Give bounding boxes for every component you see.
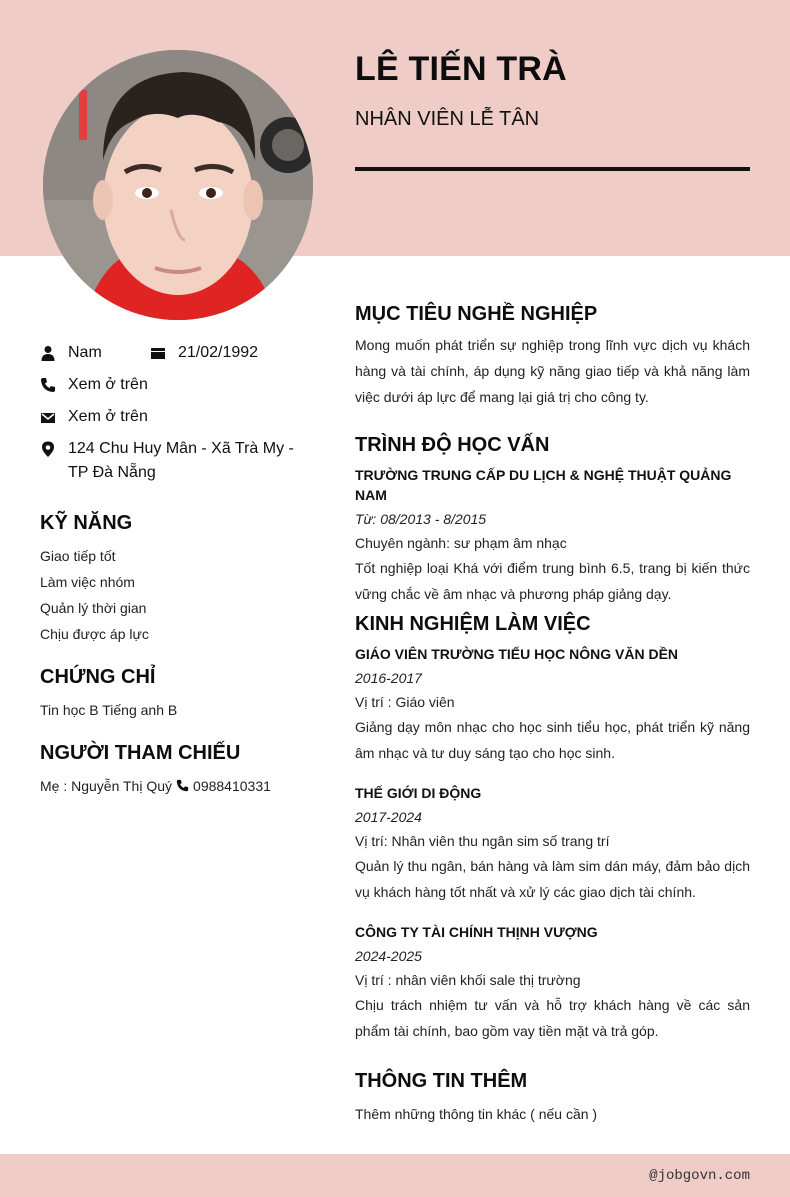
contact-phone — [40, 373, 148, 397]
education-period: Từ: 08/2013 - 8/2015 — [355, 511, 487, 527]
references-heading: NGƯỜI THAM CHIẾU — [40, 742, 241, 764]
job-period: 2016-2017 — [355, 670, 422, 686]
contact-address — [40, 437, 318, 485]
job-description: Quản lý thu ngân, bán hàng và làm sim dán máy, đảm bảo dịch vụ khách hàng tốt nhất và xử lý các giao dịch tài chính. — [355, 858, 750, 900]
location-pin-icon — [40, 441, 56, 457]
additional-text: Thêm những thông tin khác ( nếu cần ) — [355, 1106, 598, 1122]
objective-section — [355, 302, 750, 410]
objective-text: Mong muốn phát triển sự nghiệp trong lĩnh vực dịch vụ khách hàng và tài chính, áp dụng kỹ năng giao tiếp và khả năng làm việc dưới áp lực để mang lại giá trị cho công ty. — [355, 337, 750, 405]
candidate-name: LÊ TIẾN TRÀ — [355, 50, 567, 88]
calendar-icon — [150, 345, 166, 361]
certificates-heading: CHỨNG CHỈ — [40, 666, 156, 688]
skill-item: Giao tiếp tốt — [40, 548, 116, 564]
certificates-text: Tin học B Tiếng anh B — [40, 702, 178, 718]
phone-value: Xem ở trên — [68, 376, 148, 393]
contact-birthday — [150, 341, 258, 365]
job-description: Chịu trách nhiệm tư vấn và hỗ trợ khách hàng về các sản phẩm tài chính, bao gồm vay tiền mặt và trả góp. — [355, 997, 750, 1039]
skill-item: Quản lý thời gian — [40, 600, 147, 616]
candidate-position: NHÂN VIÊN LỄ TÂN — [355, 108, 540, 130]
experience-section — [355, 612, 750, 1044]
additional-section — [355, 1069, 750, 1126]
contact-gender — [40, 341, 102, 365]
skills-heading: KỸ NĂNG — [40, 512, 133, 534]
person-icon — [40, 345, 56, 361]
gender-value: Nam — [68, 344, 102, 361]
objective-heading: MỤC TIÊU NGHỀ NGHIỆP — [355, 303, 598, 325]
skill-item: Chịu được áp lực — [40, 626, 149, 642]
job-entry — [355, 644, 750, 766]
birthday-value: 21/02/1992 — [178, 344, 259, 361]
job-role: Vị trí : Giáo viên — [355, 694, 455, 710]
phone-icon — [176, 779, 190, 793]
portrait-illustration — [43, 50, 313, 320]
contact-email — [40, 405, 148, 429]
reference-entry — [40, 778, 271, 794]
profile-photo — [43, 50, 313, 320]
reference-person: Mẹ : Nguyễn Thị Quý — [40, 778, 173, 794]
job-role: Vị trí: Nhân viên thu ngân sim số trang trí — [355, 833, 610, 849]
skill-item: Làm việc nhóm — [40, 574, 135, 590]
job-company: THẾ GIỚI DI ĐỘNG — [355, 785, 482, 801]
job-company: GIÁO VIÊN TRƯỜNG TIỂU HỌC NÔNG VĂN DỀN — [355, 646, 679, 662]
education-description: Tốt nghiệp loại Khá với điểm trung bình 6.5, trang bị kiến thức vững chắc về âm nhạc và phương pháp giảng dạy. — [355, 560, 750, 602]
job-company: CÔNG TY TÀI CHÍNH THỊNH VƯỢNG — [355, 924, 598, 940]
experience-heading: KINH NGHIỆM LÀM VIỆC — [355, 613, 591, 635]
education-heading: TRÌNH ĐỘ HỌC VẤN — [355, 434, 550, 456]
address-value: 124 Chu Huy Mân - Xã Trà My - TP Đà Nẵng — [68, 440, 294, 481]
job-period: 2024-2025 — [355, 948, 422, 964]
education-school: TRƯỜNG TRUNG CẤP DU LỊCH & NGHỆ THUẬT QUẢNG NAM — [355, 467, 732, 503]
footer-watermark: @jobgovn.com — [649, 1168, 750, 1184]
phone-icon — [40, 377, 56, 393]
additional-heading: THÔNG TIN THÊM — [355, 1070, 528, 1092]
title-divider — [355, 167, 750, 171]
envelope-icon — [40, 409, 56, 425]
job-period: 2017-2024 — [355, 809, 422, 825]
job-entry — [355, 783, 750, 905]
job-entry — [355, 922, 750, 1044]
education-section — [355, 433, 750, 607]
reference-phone: 0988410331 — [193, 778, 271, 794]
job-role: Vị trí : nhân viên khối sale thị trường — [355, 972, 581, 988]
email-value: Xem ở trên — [68, 408, 148, 425]
education-major: Chuyên ngành: sư phạm âm nhạc — [355, 535, 567, 551]
job-description: Giảng dạy môn nhạc cho học sinh tiểu học, phát triển kỹ năng âm nhạc và tư duy sáng tạo cho học sinh. — [355, 719, 750, 761]
